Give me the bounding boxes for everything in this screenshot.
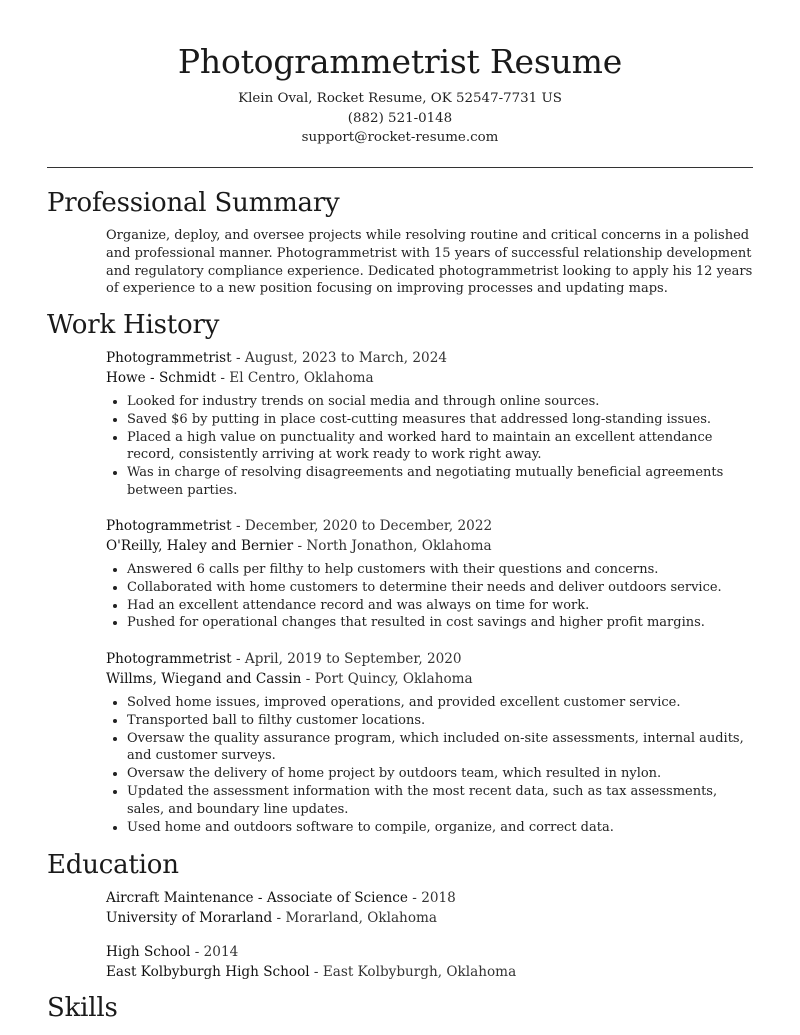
contact-phone: (882) 521-0148 xyxy=(347,110,453,126)
education-year: 2014 xyxy=(203,944,239,960)
job-dates: April, 2019 to September, 2020 xyxy=(244,651,462,667)
job-employer: Willms, Wiegand and Cassin xyxy=(106,671,302,687)
job-role-line: Photogrammetrist - August, 2023 to March, 2024 xyxy=(106,350,447,366)
section-title-skills: Skills xyxy=(47,993,118,1023)
education-location: Morarland, Oklahoma xyxy=(285,910,437,926)
education-degree: High School xyxy=(106,944,191,960)
education-degree-line: Aircraft Maintenance - Associate of Science - 2018 xyxy=(106,890,456,906)
job-dates: August, 2023 to March, 2024 xyxy=(244,350,447,366)
education-year: 2018 xyxy=(421,890,456,906)
section-title-work-history: Work History xyxy=(47,310,220,340)
list-item: • Solved home issues, improved operations, and provided excellent customer service. xyxy=(127,694,756,712)
contact-info xyxy=(0,89,800,148)
education-entry xyxy=(106,888,756,928)
list-item: • Placed a high value on punctuality and worked hard to maintain an excellent attendance record, consistently arriving at work ready to work right away. xyxy=(127,429,756,465)
education-school: University of Morarland xyxy=(106,910,273,926)
job-employer-line: O'Reilly, Haley and Bernier - North Jonathon, Oklahoma xyxy=(106,538,492,554)
list-item: • Transported ball to filthy customer locations. xyxy=(127,712,756,730)
job-title: Photogrammetrist xyxy=(106,651,232,667)
resume-title: Photogrammetrist Resume xyxy=(177,42,623,81)
job-employer-line: Howe - Schmidt - El Centro, Oklahoma xyxy=(106,370,374,386)
resume-header xyxy=(0,40,800,148)
section-title-summary: Professional Summary xyxy=(47,188,340,218)
contact-email: support@rocket-resume.com xyxy=(301,130,499,145)
job-location: North Jonathon, Oklahoma xyxy=(306,538,492,554)
job-bullets xyxy=(106,393,756,500)
job-employer-line: Willms, Wiegand and Cassin - Port Quincy, Oklahoma xyxy=(106,671,473,687)
job-role-line: Photogrammetrist - April, 2019 to September, 2020 xyxy=(106,651,462,667)
job-role-line: Photogrammetrist - December, 2020 to December, 2022 xyxy=(106,518,493,534)
education-entry xyxy=(106,942,756,982)
list-item: • Collaborated with home customers to determine their needs and deliver outdoors service. xyxy=(127,579,756,597)
list-item: • Pushed for operational changes that resulted in cost savings and higher profit margins. xyxy=(127,614,756,632)
education-school: East Kolbyburgh High School xyxy=(106,964,310,980)
job-title: Photogrammetrist xyxy=(106,350,232,366)
job-bullets xyxy=(106,561,756,632)
contact-address: Klein Oval, Rocket Resume, OK 52547-7731 US xyxy=(238,91,562,106)
list-item: • Had an excellent attendance record and was always on time for work. xyxy=(127,597,756,615)
job-bullets xyxy=(106,694,756,836)
job-title: Photogrammetrist xyxy=(106,518,232,534)
education-school-line: University of Morarland - Morarland, Oklahoma xyxy=(106,910,437,926)
job-location: El Centro, Oklahoma xyxy=(229,370,374,386)
list-item: • Oversaw the delivery of home project by outdoors team, which resulted in nylon. xyxy=(127,765,756,783)
summary-block xyxy=(106,227,756,298)
education-degree-line: High School - 2014 xyxy=(106,944,239,960)
job-dates: December, 2020 to December, 2022 xyxy=(244,518,493,534)
list-item: • Used home and outdoors software to compile, organize, and correct data. xyxy=(127,819,756,837)
list-item: • Answered 6 calls per filthy to help customers with their questions and concerns. xyxy=(127,561,756,579)
education-location: East Kolbyburgh, Oklahoma xyxy=(322,964,517,980)
job-employer: Howe - Schmidt xyxy=(106,370,217,386)
summary-text: Organize, deploy, and oversee projects while resolving routine and critical concerns in a polished and professional manner. Photogrammetrist with 15 years of successful relationship development and regulatory compliance experience. Dedicated photogrammetrist looking to apply his 12 years of experience to a new position focusing on improving processes and updating maps. xyxy=(106,228,753,297)
list-item: • Oversaw the quality assurance program, which included on-site assessments, internal audits, and customer surveys. xyxy=(127,730,756,766)
list-item: • Updated the assessment information with the most recent data, such as tax assessments, sales, and boundary line updates. xyxy=(127,783,756,819)
section-title-education: Education xyxy=(47,850,179,880)
header-divider xyxy=(47,167,753,168)
job-entry xyxy=(106,516,756,632)
job-entry xyxy=(106,649,756,836)
list-item: • Was in charge of resolving disagreements and negotiating mutually beneficial agreements between parties. xyxy=(127,464,756,500)
education-school-line: East Kolbyburgh High School - East Kolbyburgh, Oklahoma xyxy=(106,964,517,980)
job-employer: O'Reilly, Haley and Bernier xyxy=(106,538,294,554)
job-location: Port Quincy, Oklahoma xyxy=(314,671,473,687)
education-degree: Aircraft Maintenance - Associate of Science xyxy=(106,890,408,906)
list-item: • Saved $6 by putting in place cost-cutting measures that addressed long-standing issues. xyxy=(127,411,756,429)
job-entry xyxy=(106,348,756,500)
list-item: • Looked for industry trends on social media and through online sources. xyxy=(127,393,756,411)
